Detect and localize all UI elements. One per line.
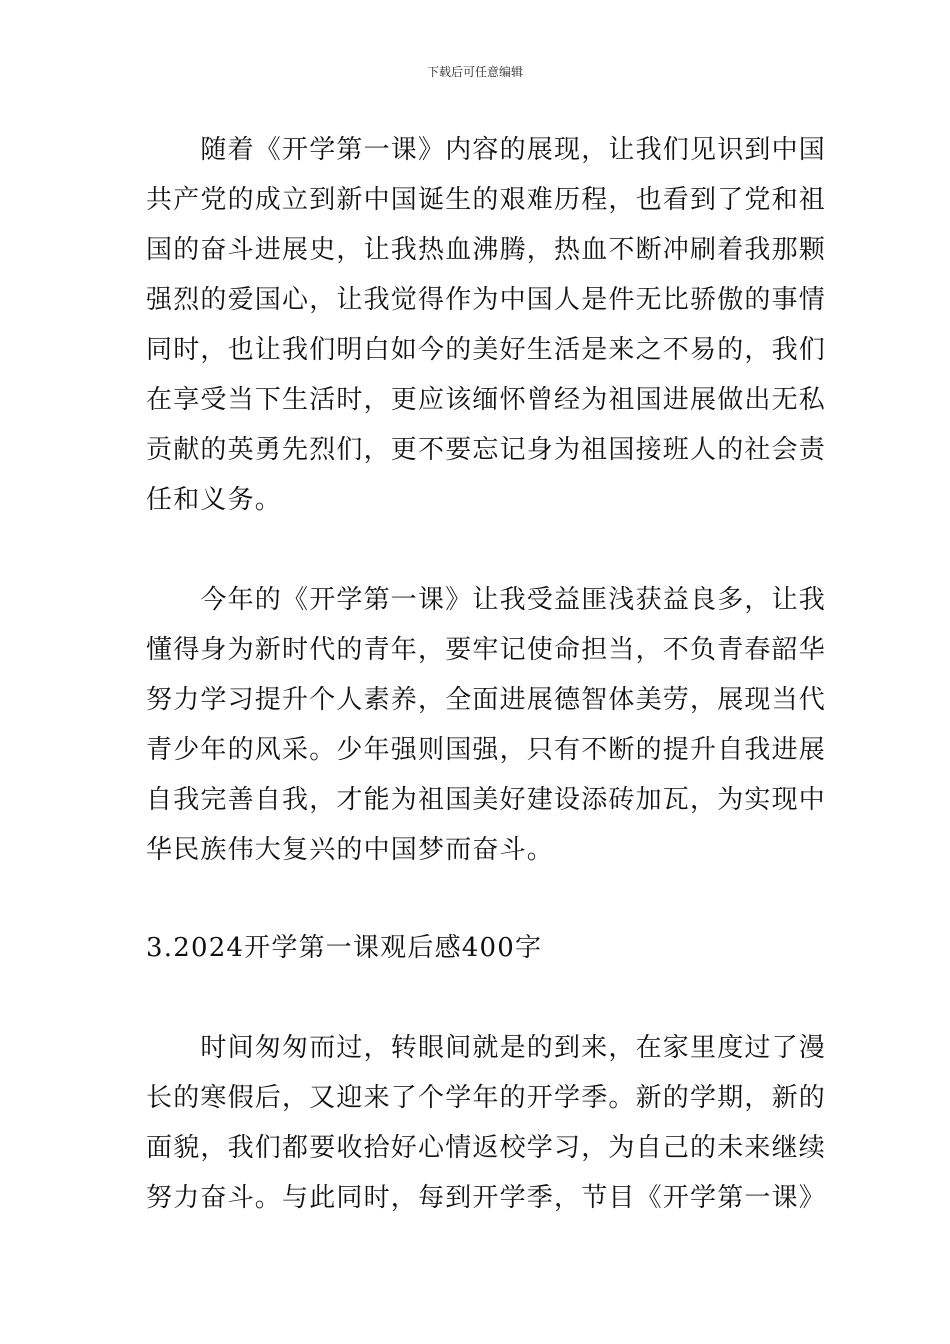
text-line: 懂得身为新时代的青年，要牢记使命担当，不负青春韶华 (146, 635, 827, 665)
section-heading-text: 3.2024开学第一课观后感400字 (146, 933, 543, 963)
text-line: 贡献的英勇先烈们，更不要忘记身为祖国接班人的社会责 (146, 435, 827, 465)
text-line: 强烈的爱国心，让我觉得作为中国人是件无比骄傲的事情 (146, 285, 827, 315)
text-line: 青少年的风采。少年强则国强，只有不断的提升自我进展 (146, 735, 827, 765)
text-line: 时间匆匆而过，转眼间就是的到来，在家里度过了漫 (146, 1033, 827, 1063)
text-line: 共产党的成立到新中国诞生的艰难历程，也看到了党和祖 (146, 185, 827, 215)
text-line: 长的寒假后，又迎来了个学年的开学季。新的学期，新的 (146, 1083, 827, 1113)
text-line: 随着《开学第一课》内容的展现，让我们见识到中国 (146, 135, 827, 165)
text-line: 同时，也让我们明白如今的美好生活是来之不易的，我们 (146, 335, 827, 365)
page-header-note: 下载后可任意编辑 (426, 65, 523, 79)
text-line: 国的奋斗进展史，让我热血沸腾，热血不断冲刷着我那颗 (146, 235, 827, 265)
text-line: 面貌，我们都要收拾好心情返校学习，为自己的未来继续 (146, 1133, 827, 1163)
text-line: 华民族伟大复兴的中国梦而奋斗。 (146, 835, 555, 865)
text-line: 今年的《开学第一课》让我受益匪浅获益良多，让我 (146, 585, 827, 615)
text-line: 任和义务。 (146, 485, 283, 515)
text-line: 自我完善自我，才能为祖国美好建设添砖加瓦，为实现中 (146, 785, 827, 815)
text-line: 努力学习提升个人素养，全面进展德智体美劳，展现当代 (146, 685, 827, 715)
text-line: 努力奋斗。与此同时，每到开学季，节目《开学第一课》 (146, 1183, 827, 1213)
text-line: 在享受当下生活时，更应该缅怀曾经为祖国进展做出无私 (146, 385, 827, 415)
